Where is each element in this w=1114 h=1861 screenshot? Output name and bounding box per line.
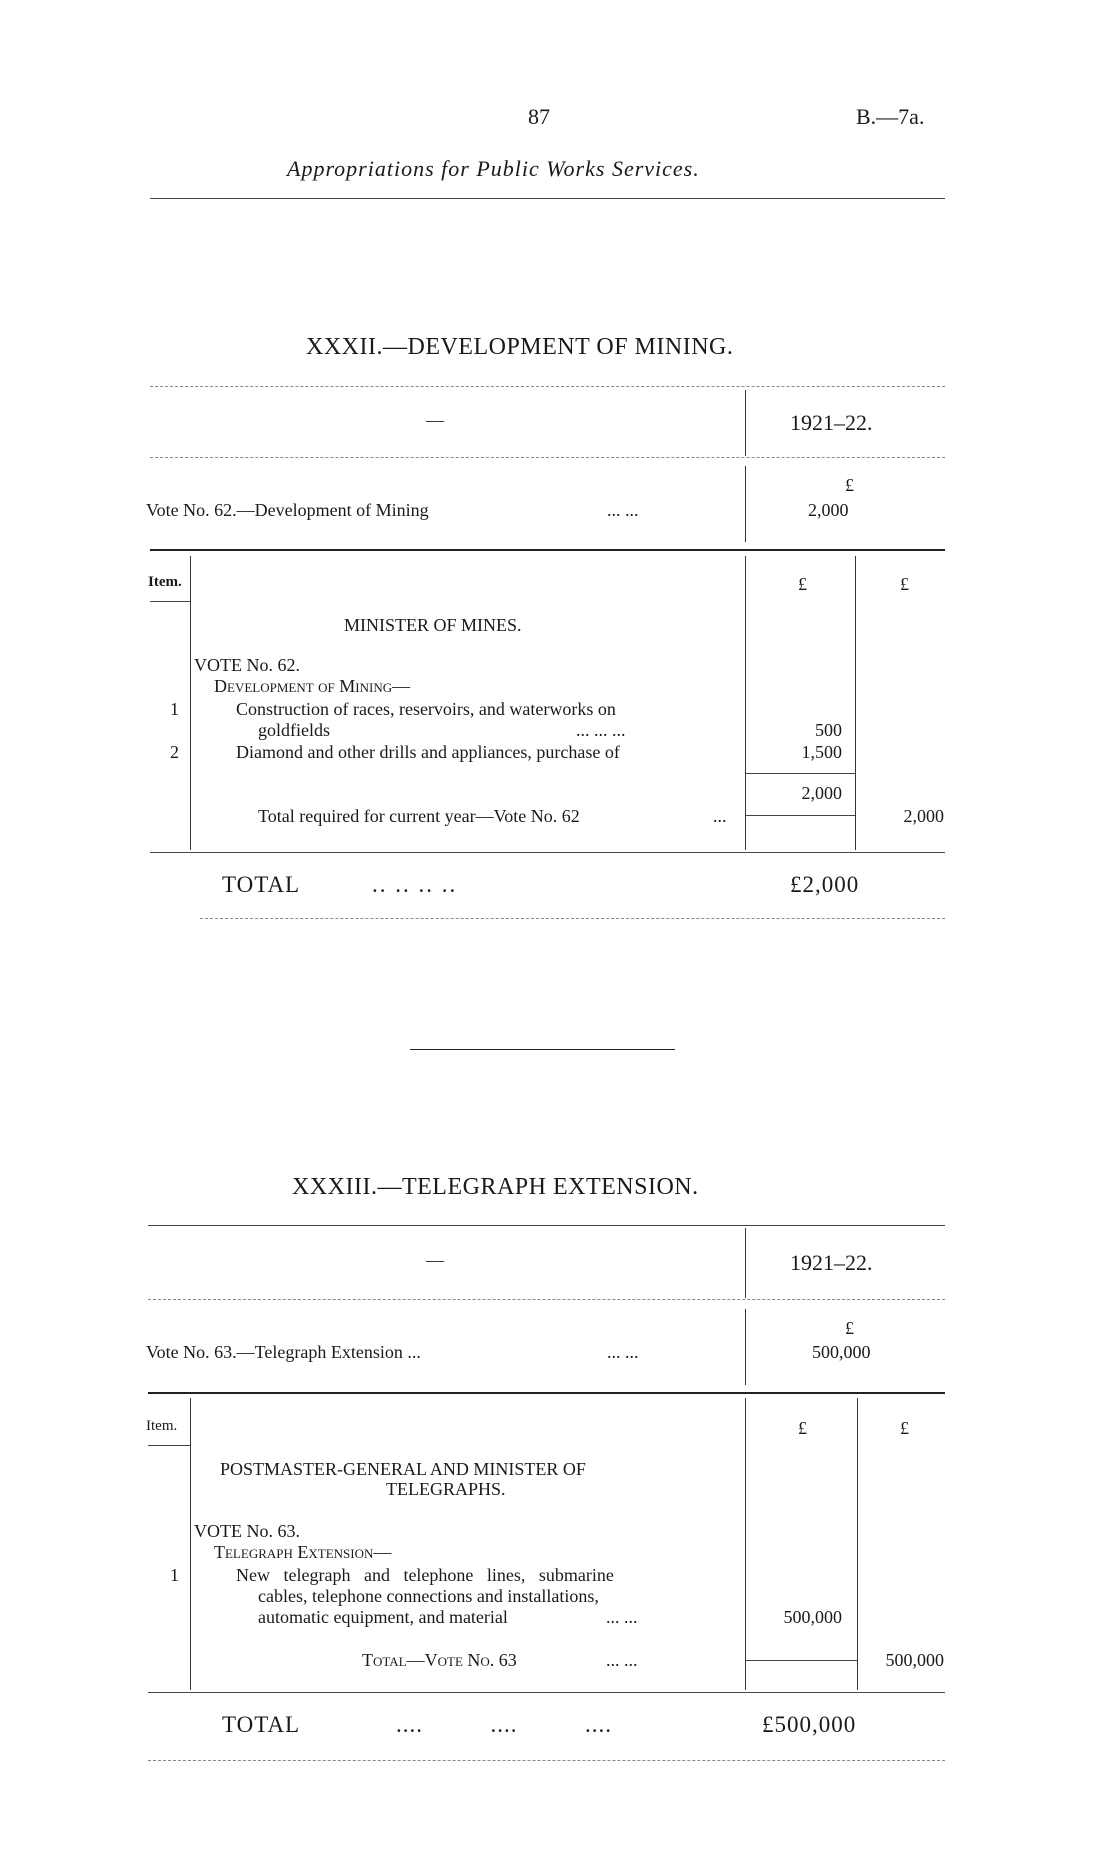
amount-column-divider — [855, 556, 856, 850]
amount-column-divider — [745, 1398, 746, 1690]
department-heading: POSTMASTER-GENERAL AND MINISTER OF — [220, 1459, 586, 1479]
section-separator — [410, 1049, 675, 1050]
column-divider — [745, 466, 746, 542]
grand-total-label: TOTAL — [222, 1712, 301, 1737]
vote-amount: 2,000 — [808, 500, 849, 520]
item-description: New telegraph and telephone lines, submarine — [236, 1565, 614, 1585]
column-header-dash: — — [426, 410, 444, 430]
header-rule — [150, 198, 945, 199]
item-number: 1 — [170, 699, 179, 719]
department-heading: MINISTER OF MINES. — [344, 615, 522, 635]
item-description: Diamond and other drills and appliances, purchase of — [236, 742, 620, 762]
item-description-cont: goldfields — [258, 720, 330, 740]
vote-number: VOTE No. 62. — [194, 655, 300, 675]
table-rule — [200, 918, 945, 919]
item-description: Construction of races, reservoirs, and waterworks on — [236, 699, 616, 719]
table-rule — [148, 1692, 945, 1693]
item-header: Item. — [148, 574, 182, 590]
page-number: 87 — [528, 104, 550, 129]
column-divider — [745, 1228, 746, 1298]
leader-dots: ... — [713, 806, 727, 826]
vote-amount: 500,000 — [812, 1342, 871, 1362]
column-divider — [745, 1309, 746, 1385]
currency-symbol: £ — [798, 1418, 807, 1438]
table-rule — [148, 1760, 945, 1761]
item-number: 2 — [170, 742, 179, 762]
table-rule — [148, 1392, 945, 1394]
column-header-year: 1921–22. — [790, 410, 873, 435]
document-reference: B.—7a. — [856, 104, 925, 129]
vote-label: Vote No. 63.—Telegraph Extension ... — [146, 1342, 421, 1362]
item-description-cont: cables, telephone connections and installations, — [258, 1586, 599, 1606]
currency-symbol: £ — [900, 1418, 909, 1438]
leader-dots: ... ... — [606, 1650, 638, 1670]
subtotal-rule — [745, 773, 855, 774]
total-label: Total—Vote No. 63 — [362, 1650, 517, 1670]
table-rule — [148, 1225, 945, 1226]
subtotal-amount: 2,000 — [801, 783, 842, 803]
item-header-rule — [148, 1445, 190, 1446]
leader-dots: ... ... ... — [576, 720, 626, 740]
vote-label: Vote No. 62.—Development of Mining — [146, 500, 429, 520]
item-amount: 500,000 — [783, 1607, 842, 1627]
total-amount: 500,000 — [885, 1650, 944, 1670]
subtotal-rule — [745, 815, 855, 816]
leader-dots: ... ... — [607, 500, 639, 520]
currency-symbol: £ — [845, 1318, 854, 1338]
grand-total-amount: £2,000 — [790, 872, 860, 897]
leader-dots: ... ... — [607, 1342, 639, 1362]
currency-symbol: £ — [845, 475, 854, 495]
table-rule — [150, 549, 945, 551]
subhead: Telegraph Extension— — [214, 1542, 392, 1562]
item-header: Item. — [146, 1418, 178, 1434]
leader-dots: ... ... — [606, 1607, 638, 1627]
column-header-dash: — — [426, 1250, 444, 1270]
item-description-cont: automatic equipment, and material — [258, 1607, 508, 1627]
item-column-divider — [190, 556, 191, 850]
item-header-rule — [150, 601, 190, 602]
table-rule — [150, 457, 945, 458]
column-header-year: 1921–22. — [790, 1250, 873, 1275]
column-divider — [745, 390, 746, 456]
table-rule — [150, 852, 945, 853]
total-amount: 2,000 — [903, 806, 944, 826]
currency-symbol: £ — [900, 574, 909, 594]
amount-column-divider — [745, 556, 746, 850]
page-subtitle: Appropriations for Public Works Services. — [287, 156, 700, 181]
currency-symbol: £ — [798, 574, 807, 594]
subtotal-rule — [745, 1660, 857, 1661]
item-amount: 500 — [815, 720, 842, 740]
amount-column-divider — [857, 1398, 858, 1690]
item-amount: 1,500 — [801, 742, 842, 762]
item-column-divider — [190, 1398, 191, 1690]
department-heading-cont: TELEGRAPHS. — [386, 1479, 506, 1499]
vote-number: VOTE No. 63. — [194, 1521, 300, 1541]
leader-dots: .. .. .. .. — [372, 872, 458, 897]
item-number: 1 — [170, 1565, 179, 1585]
section-title: XXXIII.—TELEGRAPH EXTENSION. — [292, 1174, 699, 1200]
total-label: Total required for current year—Vote No. 62 — [258, 806, 580, 826]
leader-dots: .... .... .... — [396, 1712, 612, 1737]
subhead: Development of Mining— — [214, 676, 411, 696]
grand-total-amount: £500,000 — [762, 1712, 857, 1737]
table-rule — [150, 386, 945, 387]
section-title: XXXII.—DEVELOPMENT OF MINING. — [306, 334, 734, 360]
table-rule — [148, 1299, 945, 1300]
grand-total-label: TOTAL — [222, 872, 301, 897]
